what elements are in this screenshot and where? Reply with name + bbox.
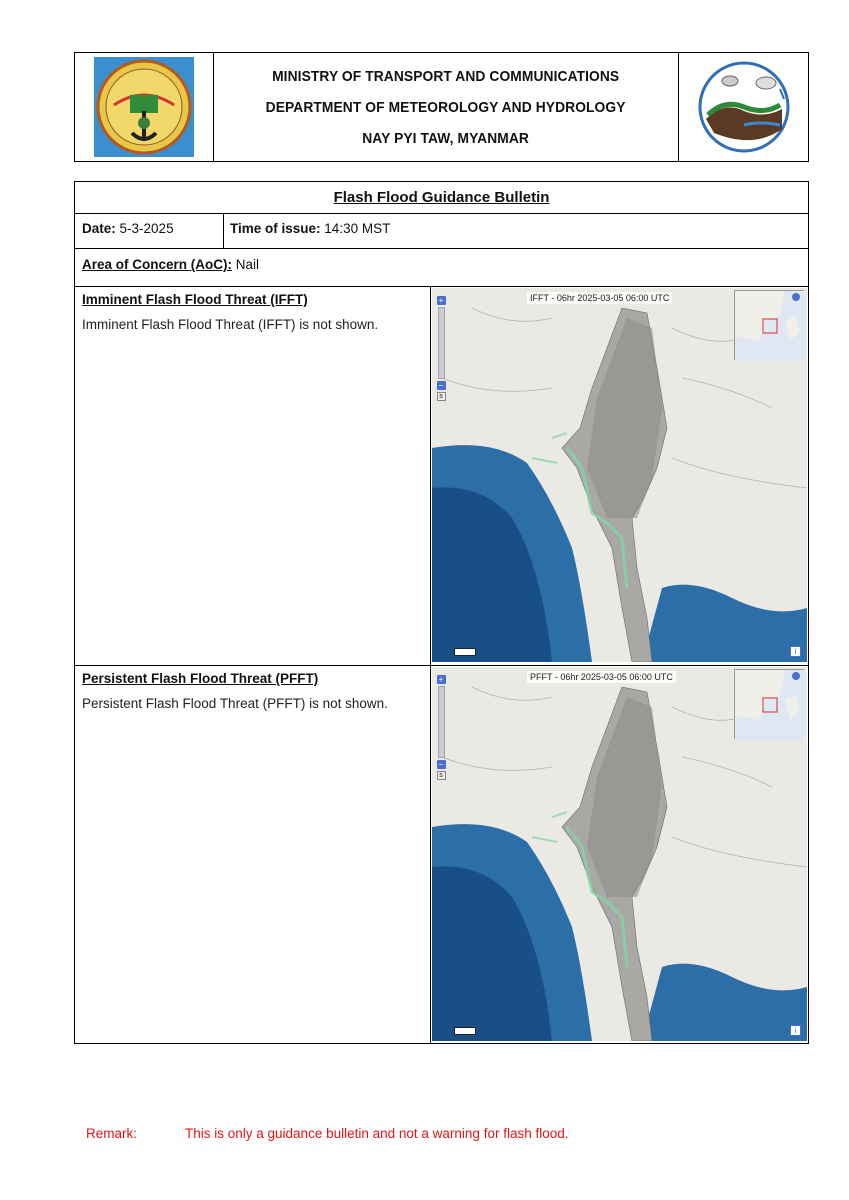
ifft-heading: Imminent Flash Flood Threat (IFFT) — [82, 292, 308, 307]
date-label: Date: — [82, 221, 116, 236]
pfft-map-cell — [431, 666, 808, 1043]
zoom-slider[interactable] — [438, 686, 445, 758]
bulletin-header — [74, 52, 809, 162]
ministry-emblem-logo — [75, 53, 214, 161]
ifft-body: Imminent Flash Flood Threat (IFFT) is not shown. — [82, 317, 379, 332]
ifft-zoom-control — [436, 296, 446, 401]
zoom-slider[interactable] — [438, 307, 445, 379]
remark-text: This is only a guidance bulletin and not a warning for flash flood. — [185, 1126, 569, 1141]
pfft-row — [75, 666, 808, 1043]
bulletin-title-row — [75, 182, 808, 214]
ifft-overview-inset[interactable] — [734, 290, 804, 360]
scale-bar — [454, 648, 476, 656]
date-time-row — [75, 214, 808, 249]
aoc-label: Area of Concern (AoC): — [82, 257, 233, 272]
zoom-in-button[interactable]: + — [437, 675, 446, 684]
remark-label: Remark: — [86, 1126, 138, 1141]
ifft-text-cell — [75, 287, 431, 665]
map-info-icon[interactable]: i — [790, 646, 801, 657]
pfft-map[interactable] — [432, 667, 807, 1041]
ifft-map-label: IFFT - 06hr 2025-03-05 06:00 UTC — [527, 292, 672, 304]
date-cell — [75, 214, 224, 248]
time-cell — [224, 214, 390, 248]
pfft-zoom-control — [436, 675, 446, 780]
hydrology-emblem-logo — [678, 53, 808, 161]
pfft-text-cell — [75, 666, 431, 1043]
aoc-value: Nail — [235, 257, 260, 272]
inset-close-icon[interactable] — [792, 672, 800, 680]
ifft-map-cell — [431, 287, 808, 665]
zoom-out-button[interactable]: − — [437, 760, 446, 769]
zoom-reset-button[interactable]: s — [437, 771, 446, 780]
bulletin-title: Flash Flood Guidance Bulletin — [333, 189, 550, 206]
location-title: NAY PYI TAW, MYANMAR — [362, 129, 530, 147]
bulletin-table — [74, 181, 809, 1044]
department-title: DEPARTMENT OF METEOROLOGY AND HYDROLOGY — [266, 98, 626, 116]
aoc-row — [75, 249, 808, 287]
remark — [86, 1126, 568, 1141]
ifft-map[interactable] — [432, 288, 807, 662]
pfft-heading: Persistent Flash Flood Threat (PFFT) — [82, 671, 319, 686]
map-info-icon[interactable]: i — [790, 1025, 801, 1036]
ministry-title: MINISTRY OF TRANSPORT AND COMMUNICATIONS — [272, 67, 620, 85]
pfft-map-label: PFFT - 06hr 2025-03-05 06:00 UTC — [527, 671, 676, 683]
zoom-out-button[interactable]: − — [437, 381, 446, 390]
pfft-overview-inset[interactable] — [734, 669, 804, 739]
date-value: 5-3-2025 — [119, 221, 174, 236]
inset-close-icon[interactable] — [792, 293, 800, 301]
time-label: Time of issue: — [230, 221, 321, 236]
ifft-row — [75, 287, 808, 666]
pfft-body: Persistent Flash Flood Threat (PFFT) is not shown. — [82, 696, 388, 711]
time-value: 14:30 MST — [324, 221, 391, 236]
zoom-in-button[interactable]: + — [437, 296, 446, 305]
scale-bar — [454, 1027, 476, 1035]
zoom-reset-button[interactable]: s — [437, 392, 446, 401]
header-titles — [214, 53, 678, 161]
